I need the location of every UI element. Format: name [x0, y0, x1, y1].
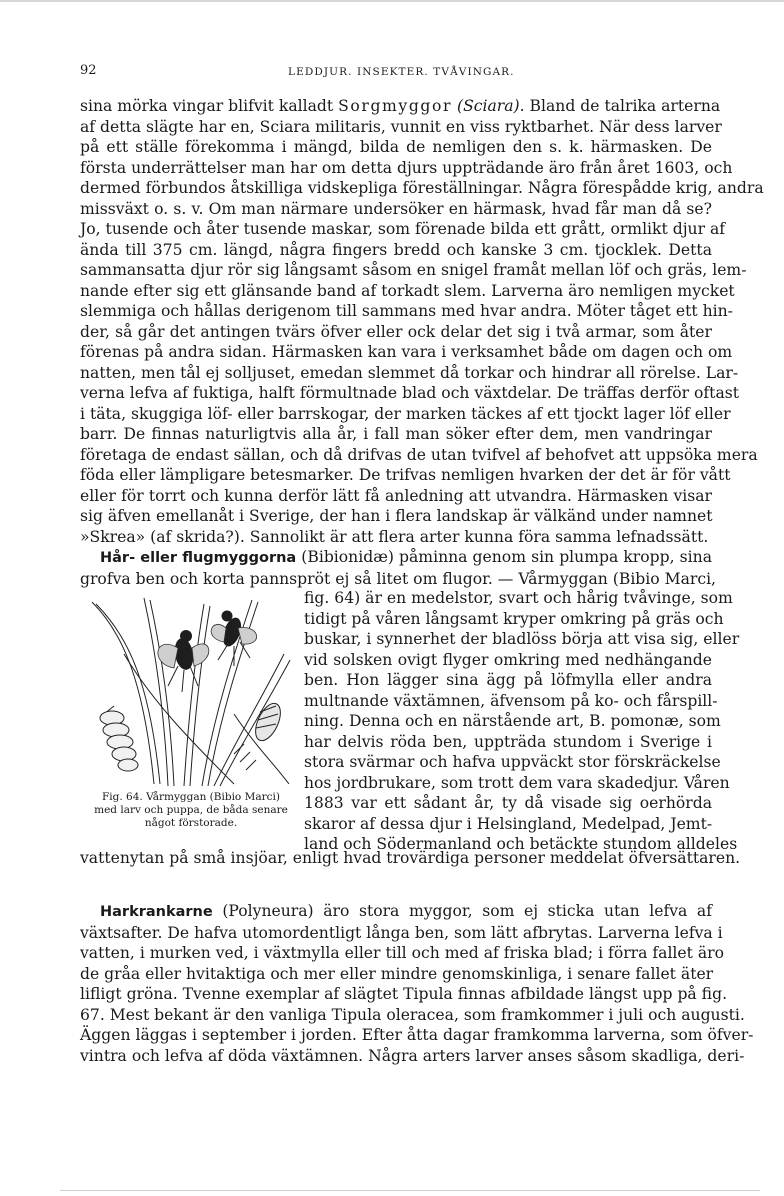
text-run: Sorgmyggor: [338, 97, 453, 115]
text-line: multnande växtämnen, äfvensom på ko- och fårspill-: [304, 691, 718, 710]
text-line: i täta, skuggiga löf- eller barrskogar, der marken täckes af ett tjockt lager löf eller: [80, 404, 731, 423]
text-line: 67. Mest bekant är den vanliga Tipula oleracea, som framkommer i juli och augusti.: [80, 1005, 745, 1024]
text-line: der, så går det antingen tvärs öfver eller ock delar det sig i två armar, som åter: [80, 322, 712, 341]
text-run: Bland de talrika arterna: [524, 97, 721, 115]
section-term: Hår- eller flugmyggorna: [100, 550, 297, 566]
text-line: »Skrea» (af skrida?). Sannolikt är att flera arter kunna föra samma lefnadssätt.: [80, 527, 709, 546]
text-line: nande efter sig ett glänsande band af torkadt slem. Larverna äro nemligen mycket: [80, 281, 735, 300]
paragraph-bibionidae-intro: [80, 547, 717, 589]
text-line: ning. Denna och en närstående art, B. pomonæ, som: [304, 712, 721, 730]
text-line: verna lefva af fuktiga, halft förmultnade blad och växtdelar. De träffas derför oftast: [80, 384, 740, 402]
caption-line: Fig. 64. Vårmyggan (Bibio Marci): [102, 791, 280, 803]
text-run: (Polyneura) äro stora myggor, som ej sticka utan lefva af: [212, 902, 712, 920]
text-line: vatten, i murken ved, i växtmylla eller till och med af friska blad; i förra fallet äro: [80, 944, 725, 962]
text-line: växtsafter. De hafva utomordentligt långa ben, som lätt afbrytas. Larverna lefva i: [80, 923, 723, 942]
text-line: första underrättelser man har om detta djurs uppträdande äro från året 1603, och: [80, 158, 733, 177]
text-run: (Bibionidæ) påminna genom sin plumpa kropp, sina: [296, 548, 712, 566]
text-line: barr. De finnas naturligtvis alla år, i fall man söker efter dem, men vandringar: [80, 425, 712, 443]
text-line: tidigt på våren långsamt kryper omkring på gräs och: [304, 609, 724, 628]
text-line: vattenytan på små insjöar, enligt hvad trovärdiga personer meddelat öfversättaren.: [80, 849, 741, 867]
text-line: skaror af dessa djur i Helsingland, Medelpad, Jemt-: [304, 814, 713, 833]
text-line: ända till 375 cm. längd, några fingers bredd och kanske 3 cm. tjocklek. Detta: [80, 240, 712, 259]
text-line: sig äfven emellanåt i Sverige, der han i flera landskap är välkänd under namnet: [80, 507, 713, 525]
page-number: 92: [80, 63, 97, 78]
text-line: [80, 96, 721, 117]
text-line: lifligt gröna. Tvenne exemplar af slägtet Tipula finnas afbildade längst upp på fig.: [80, 985, 728, 1003]
text-line: [80, 901, 712, 923]
text-line: föda eller lämpligare betesmarker. De trifvas nemligen hvarken der det är för vått: [80, 466, 731, 484]
text-line: ben. Hon lägger sina ägg på löfmylla eller andra: [304, 671, 712, 689]
text-run: sina mörka vingar blifvit kalladt: [80, 97, 339, 115]
paragraph-harkrankarne: [80, 901, 754, 1066]
text-line: de gråa eller hvitaktiga och mer eller mindre genomskinliga, i senare fallet äter: [80, 964, 714, 983]
paragraph-bibionidae-wrap: [304, 588, 740, 855]
paragraph-bibionidae-end: [80, 848, 741, 869]
text-line: på ett ställe förekomma i mängd, bilda de nemligen den s. k. härmasken. De: [80, 138, 712, 156]
text-line: missväxt o. s. v. Om man närmare undersöker en härmask, hvad får man då se?: [80, 199, 712, 218]
text-line: Jo, tusende och åter tusende maskar, som förenade bilda ett grått, ormlikt djur af: [80, 220, 726, 238]
text-line: eller för torrt och kunna derför lätt få anledning att utvandra. Härmasken visar: [80, 486, 712, 505]
text-line: land och Södermanland och betäckte stundom alldeles: [304, 835, 738, 853]
text-line: buskar, i synnerhet der bladlöss börja att visa sig, eller: [304, 630, 740, 648]
text-line: stora svärmar och hafva uppväckt stor förskräckelse: [304, 753, 721, 771]
caption-line: med larv och puppa, de båda senare: [94, 804, 288, 816]
text-line: sammansatta djur rör sig långsamt såsom en snigel framåt mellan löf och gräs, lem-: [80, 261, 747, 279]
text-line: af detta slägte har en, Sciara militaris, vunnit en viss ryktbarhet. När dess larver: [80, 117, 722, 136]
text-line: [80, 547, 712, 569]
text-line: vintra och lefva af döda växtämnen. Några arters larver anses såsom skadliga, deri-: [80, 1046, 745, 1065]
text-line: Äggen läggas i september i jorden. Efter åtta dagar framkomma larverna, som öfver-: [80, 1026, 754, 1044]
text-line: hos jordbrukare, som trott dem vara skadedjur. Våren: [304, 773, 730, 792]
top-rule: [0, 0, 784, 2]
text-line: fig. 64) är en medelstor, svart och hårig tvåvinge, som: [304, 589, 733, 607]
text-line: vid solsken ovigt flyger omkring med nedhängande: [304, 650, 712, 669]
caption-line: något förstorade.: [144, 817, 238, 829]
text-line: grofva ben och korta pannspröt ej så litet om flugor. — Vårmyggan (Bibio Marci,: [80, 569, 717, 588]
text-line: förenas på andra sidan. Härmasken kan vara i verksamhet både om dagen och om: [80, 343, 733, 361]
text-line: slemmiga och hållas derigenom till sammans med hvar andra. Möter tåget ett hin-: [80, 302, 733, 320]
text-line: natten, men tål ej solljuset, emedan slemmet då torkar och hindrar all rörelse. Lar-: [80, 363, 739, 382]
text-line: 1883 var ett sådant år, ty då visade sig oerhörda: [304, 794, 712, 812]
bottom-rule: [60, 1190, 760, 1191]
text-line: företaga de endast sällan, och då drifvas de utan tvifvel af behofvet att uppsöka mera: [80, 445, 758, 464]
text-run: (Sciara).: [452, 97, 525, 115]
text-line: dermed förbundos åtskilliga vidskepliga föreställningar. Några förespådde krig, andra: [80, 179, 764, 197]
bibio-marci-engraving: [84, 594, 296, 790]
figure-64-illustration: [84, 594, 296, 790]
running-head: LEDDJUR. INSEKTER. TVÅVINGAR.: [288, 66, 515, 78]
paragraph-sorgmyggor: [80, 96, 764, 547]
section-term: Harkrankarne: [100, 904, 213, 920]
figure-64-caption: [80, 791, 302, 830]
text-line: har delvis röda ben, uppträda stundom i Sverige i: [304, 732, 712, 751]
